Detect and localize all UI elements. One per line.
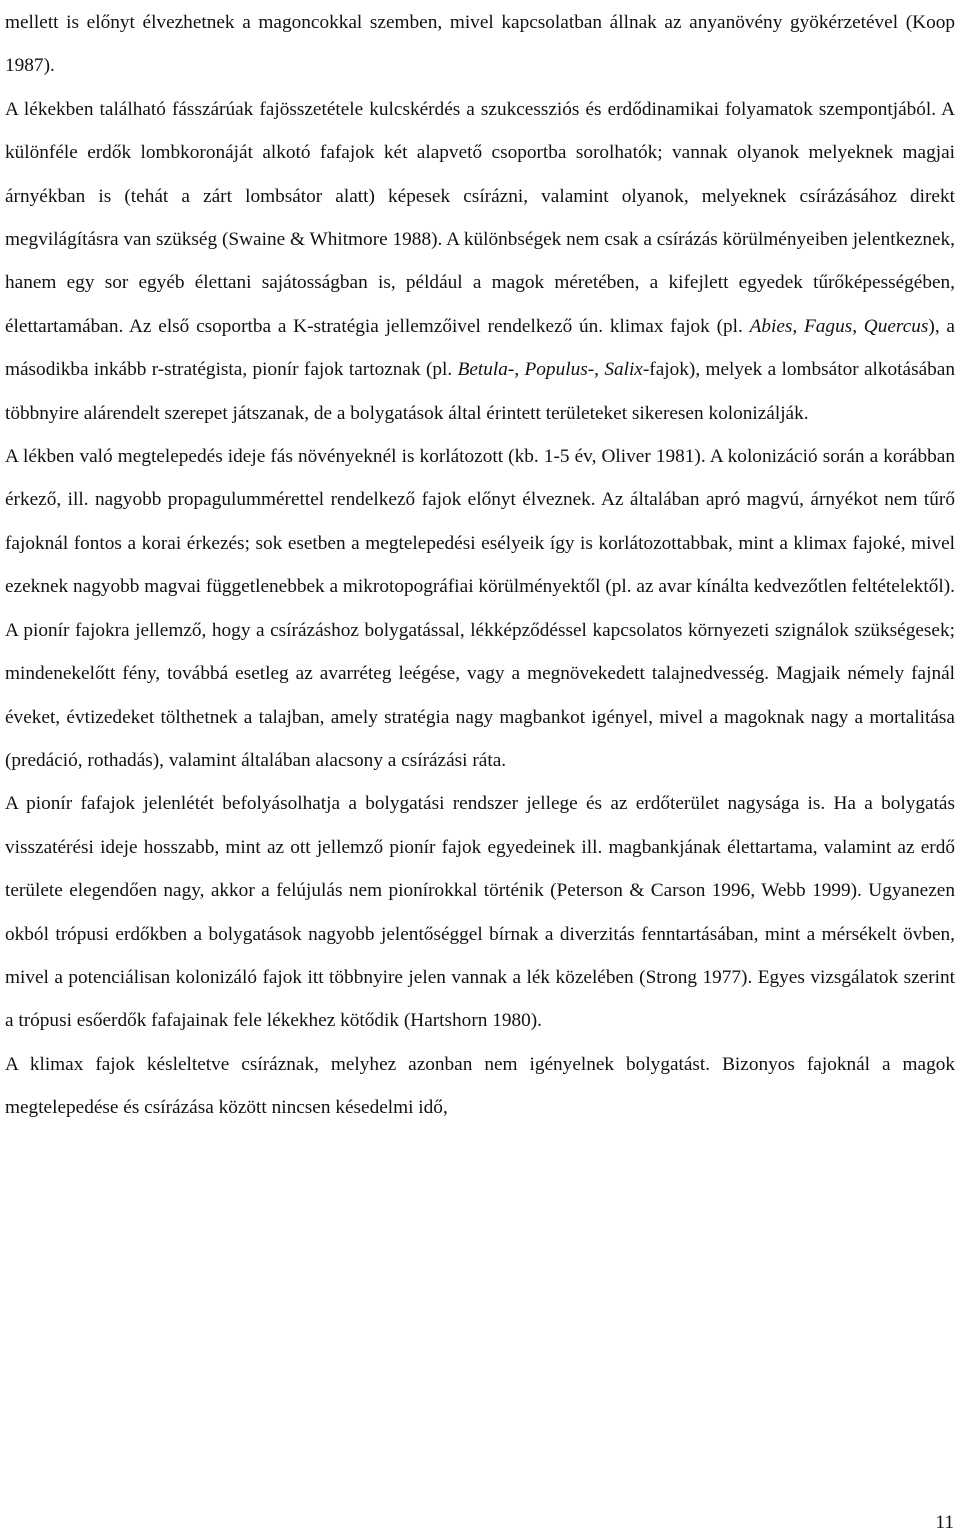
text-run: -, [587, 359, 605, 381]
paragraph [5, 782, 955, 1042]
body-text [5, 1, 955, 1130]
paragraph [5, 1, 955, 88]
text-run: mellett is előnyt élvezhetnek a magoncokkal szemben, mivel kapcsolatban állnak az anyanövény gyökérzetével (Koop 1987). [5, 12, 955, 77]
text-run: A pionír fafajok jelenlétét befolyásolhatja a bolygatási rendszer jellege és az erdőterület nagysága is. Ha a bolygatás visszatérési ideje hosszabb, mint az ott jellemző pionír fajok egyedeinek ill. magbankjának élettartama, valamint az erdő területe elegendően nagy, akkor a felújulás nem pionírokkal történik (Peterson & Carson 1996, Webb 1999). Ugyanezen okból trópusi erdőkben a bolygatások nagyobb jelentőséggel bírnak a diverzitás fenntartásában, mint a mérsékelt övben, mivel a potenciálisan kolonizáló fajok itt többnyire jelen vannak a lék közelében (Strong 1977). Egyes vizsgálatok szerint a trópusi esőerdők fafajainak fele lékekhez kötődik (Hartshorn 1980). [5, 793, 955, 1032]
text-run: -fajok), melyek a lombsátor alkotásában többnyire alárendelt szerepet játszanak, de a bolygatások által érintett területeket sikeresen kolonizálják. [5, 359, 955, 424]
text-run: ), a másodikba inkább r-stratégista, pionír fajok tartoznak (pl. [5, 315, 955, 381]
text-run: -, [507, 359, 525, 381]
text-run: A klimax fajok késleltetve csíráznak, melyhez azonban nem igényelnek bolygatást. Bizonyos fajoknál a magok megtelepedése és csírázása között nincsen késedelmi idő, [5, 1053, 955, 1119]
italic-taxon-name: Salix [604, 359, 643, 381]
text-run: A lékekben található fásszárúak fajösszetétele kulcskérdés a szukcessziós és erdődinamikai folyamatok szempontjából. A különféle erdők lombkoronáját alkotó fafajok két alapvető csoportba sorolhatók; vannak olyanok melyeknek magjai árnyékban is (tehát a zárt lombsátor alatt) képesek csírázni, valamint olyanok, melyeknek csírázásához direkt megvilágításra van szükség (Swaine & Whitmore 1988). A különbségek nem csak a csírázás körülményeiben jelentkeznek, hanem egy sor egyéb élettani sajátosságban is, például a magok méretében, a kifejlett egyedek tűrőképességében, élettartamában. Az első csoportba a K-stratégia jellemzőivel rendelkező ún. klimax fajok (pl. [5, 98, 955, 337]
page-number: 11 [935, 1512, 954, 1533]
italic-taxon-name: Abies, Fagus, Quercus [749, 315, 929, 337]
paragraph [5, 1043, 955, 1130]
paragraph [5, 88, 955, 435]
paragraph [5, 435, 955, 782]
italic-taxon-name: Betula [457, 359, 508, 381]
text-run: A lékben való megtelepedés ideje fás növényeknél is korlátozott (kb. 1-5 év, Oliver 1981). A kolonizáció során a korábban érkező, ill. nagyobb propagulummérettel rendelkező fajok előnyt élveznek. Az általában apró magvú, árnyékot nem tűrő fajoknál fontos a korai érkezés; sok esetben a megtelepedési esélyeik így is korlátozottabbak, mint a klimax fajoké, mivel ezeknek nagyobb magvai függetlenebbek a mikrotopográfiai körülményektől (pl. az avar kínálta kedvezőtlen feltételektől). A pionír fajokra jellemző, hogy a csírázáshoz bolygatással, lékképződéssel kapcsolatos környezeti szignálok szükségesek; mindenekelőtt fény, továbbá esetleg az avarréteg leégése, vagy a megnövekedett talajnedvesség. Magjaik némely fajnál éveket, évtizedeket tölthetnek a talajban, amely stratégia nagy magbankot igényel, mivel a magoknak nagy a mortalitása (predáció, rothadás), valamint általában alacsony a csírázási ráta. [5, 446, 955, 771]
italic-taxon-name: Populus [524, 359, 588, 381]
